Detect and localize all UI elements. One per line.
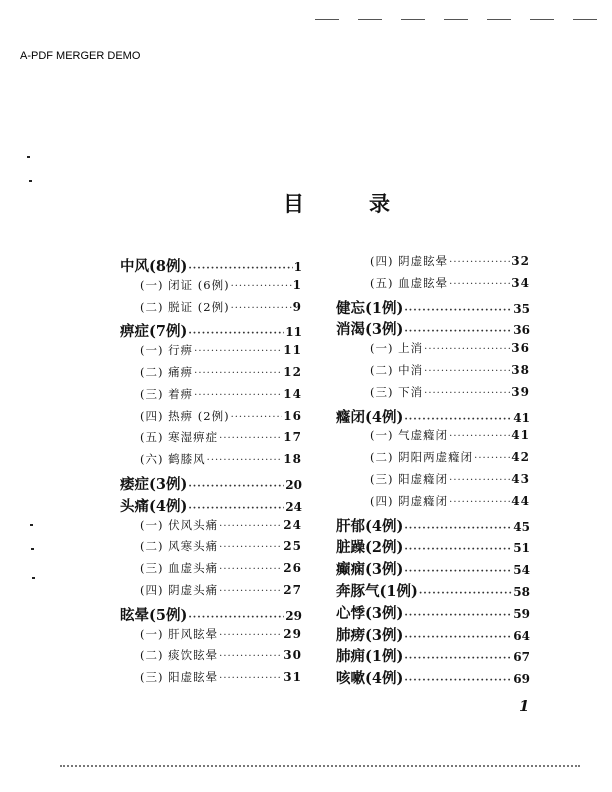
toc-entry-label: (三) 阳虚眩晕 (140, 670, 219, 685)
toc-entry-page: 58 (513, 585, 530, 599)
toc-entry (140, 669, 302, 689)
toc-entry-page: 36 (511, 341, 530, 356)
toc-entry-page: 24 (283, 517, 302, 532)
toc-entry-page: 34 (511, 275, 530, 290)
toc-entry (370, 340, 530, 360)
toc-entry-label: (一) 伏风头痛 (140, 517, 219, 532)
dot-leader (188, 612, 284, 623)
dot-leader (219, 673, 282, 684)
toc-entry-label: 咳嗽(4例) (336, 670, 404, 688)
dot-leader (231, 412, 283, 423)
toc-entry-label: 脏躁(2例) (336, 539, 404, 557)
toc-entry-label: (四) 阴虚癃闭 (370, 493, 449, 508)
dot-leader (404, 566, 512, 577)
toc-entry (336, 318, 530, 338)
dot-leader (188, 328, 284, 339)
toc-entry-label: (一) 肝风眩晕 (140, 626, 219, 641)
dot-leader (404, 523, 512, 534)
toc-entry-label: 健忘(1例) (336, 299, 404, 317)
toc-entry (336, 580, 530, 600)
toc-entry-page: 45 (513, 519, 530, 534)
toc-entry-page: 11 (285, 325, 302, 340)
toc-entry-page: 67 (513, 650, 530, 665)
dot-leader (207, 455, 283, 466)
toc-entry-page: 1 (292, 277, 302, 292)
toc-entry (336, 515, 530, 535)
toc-entry-page: 25 (283, 539, 302, 554)
toc-entry (336, 558, 530, 578)
toc-entry-label: (一) 上消 (370, 341, 424, 356)
toc-entry-label: (二) 痛痹 (140, 365, 194, 379)
toc-entry (370, 362, 530, 382)
toc-entry-label: (二) 中消 (370, 363, 424, 377)
toc-entry-label: (二) 阴阳两虚癃闭 (370, 450, 474, 465)
toc-entry (120, 255, 302, 275)
toc-entry (140, 364, 302, 384)
scan-mark (29, 180, 32, 182)
dot-leader (219, 651, 282, 662)
toc-entry-label: 肺痈(1例) (336, 648, 404, 666)
dot-leader (449, 431, 510, 442)
toc-entry-label: (二) 脱证 (2例) (140, 299, 230, 314)
toc-entry (370, 384, 530, 404)
toc-entry (140, 277, 302, 297)
dot-leader (219, 521, 282, 532)
toc-entry-page: 51 (513, 541, 530, 556)
toc-entry-page: 17 (283, 430, 302, 445)
toc-entry (120, 320, 302, 340)
toc-entry-page: 38 (511, 363, 530, 377)
toc-entry-page: 9 (292, 299, 302, 314)
toc-entry-page: 59 (513, 606, 530, 621)
dot-leader (194, 346, 282, 357)
scan-mark (30, 524, 33, 526)
toc-entry-label: 眩晕(5例) (120, 606, 188, 624)
dot-leader (449, 475, 510, 486)
toc-entry-page: 24 (285, 499, 302, 514)
toc-entry (336, 536, 530, 556)
toc-entry-label: (一) 气虚癃闭 (370, 428, 449, 443)
toc-entry-label: 癫痫(3例) (336, 561, 404, 579)
toc-entry (370, 493, 530, 513)
toc-entry-label: 心悸(3例) (336, 604, 404, 622)
toc-title-char1: 目 (283, 191, 304, 216)
scan-mark (27, 156, 30, 158)
toc-entry-label: (三) 阳虚癃闭 (370, 472, 449, 486)
toc-entry-label: 痹症(7例) (120, 323, 188, 341)
toc-entry (140, 451, 302, 471)
toc-entry-page: 41 (511, 428, 530, 443)
dot-leader (219, 586, 282, 597)
toc-entry (370, 427, 530, 447)
toc-entry-label: 头痛(4例) (120, 497, 188, 515)
toc-entry-page: 43 (511, 472, 530, 486)
bottom-scan-line (60, 765, 580, 769)
toc-entry-page: 1 (293, 260, 302, 274)
toc-entry-label: (五) 血虚眩晕 (370, 275, 449, 290)
toc-entry-label: (四) 阴虚眩晕 (370, 254, 449, 268)
dot-leader (188, 263, 292, 274)
page-number: 1 (519, 697, 530, 715)
toc-entry (140, 429, 302, 449)
dot-leader (424, 366, 510, 377)
toc-entry-label: 中风(8例) (120, 258, 188, 275)
dot-leader (474, 453, 510, 464)
toc-entry (370, 253, 530, 273)
dot-leader (449, 257, 510, 268)
watermark-text: A-PDF MERGER DEMO (20, 50, 141, 62)
toc-entry-label: 肺痨(3例) (336, 626, 404, 644)
toc-entry (336, 624, 530, 644)
dot-leader (231, 281, 292, 292)
toc-entry (140, 342, 302, 362)
dot-leader (449, 279, 510, 290)
toc-entry (336, 602, 530, 622)
dot-leader (219, 630, 282, 641)
dot-leader (219, 433, 282, 444)
toc-entry-label: 癃闭(4例) (336, 408, 404, 426)
toc-entry-label: (一) 闭证 (6例) (140, 277, 230, 292)
toc-entry (140, 626, 302, 646)
toc-entry-page: 35 (513, 301, 530, 316)
dot-leader (188, 481, 284, 492)
dot-leader (424, 344, 510, 355)
toc-entry-label: (一) 行痹 (140, 343, 194, 358)
toc-entry-page: 42 (511, 450, 530, 465)
toc-entry-label: 肝郁(4例) (336, 517, 404, 535)
dot-leader (404, 544, 512, 555)
toc-title-char2: 录 (369, 191, 390, 216)
toc-entry (140, 560, 302, 580)
dot-leader (231, 303, 292, 314)
toc-entry-page: 26 (283, 561, 302, 576)
toc-entry-label: (二) 痰饮眩晕 (140, 648, 219, 663)
toc-entry (120, 604, 302, 624)
toc-entry (140, 408, 302, 428)
toc-entry (370, 449, 530, 469)
dot-leader (404, 653, 512, 664)
dot-leader (404, 305, 512, 316)
toc-entry (336, 667, 530, 687)
toc-entry (120, 473, 302, 493)
toc-entry-label: (四) 热痹 (2例) (140, 408, 230, 423)
scan-mark (32, 577, 35, 579)
dot-leader (404, 326, 512, 337)
toc-entry (370, 275, 530, 295)
toc-entry-label: 奔豚气(1例) (336, 583, 418, 600)
toc-entry-page: 32 (511, 254, 530, 268)
dot-leader (424, 388, 510, 399)
toc-entry-page: 16 (283, 408, 302, 423)
toc-entry (370, 471, 530, 491)
toc-entry-page: 27 (283, 583, 302, 597)
toc-entry-page: 12 (283, 365, 302, 379)
toc-entry-page: 44 (511, 493, 530, 508)
toc-entry-page: 41 (513, 410, 530, 425)
toc-entry (140, 582, 302, 602)
dot-leader (194, 390, 282, 401)
toc-entry-label: (四) 阴虚头痛 (140, 583, 219, 597)
toc-entry-label: 痿症(3例) (120, 476, 188, 493)
toc-entry-page: 20 (285, 478, 302, 492)
dot-leader (404, 675, 512, 686)
scan-mark (31, 548, 34, 550)
toc-entry (336, 406, 530, 426)
toc-entry-label: (三) 着痹 (140, 386, 194, 401)
toc-entry (336, 645, 530, 665)
dot-leader (194, 368, 282, 379)
toc-entry-page: 11 (283, 343, 302, 358)
header-dashes (315, 19, 597, 20)
dot-leader (219, 564, 282, 575)
dot-leader (404, 610, 512, 621)
dot-leader (404, 632, 512, 643)
toc-entry-label: (三) 血虚头痛 (140, 561, 219, 576)
toc-entry (140, 386, 302, 406)
toc-entry-page: 69 (513, 672, 530, 687)
dot-leader (449, 497, 510, 508)
toc-entry-label: (六) 鹤膝风 (140, 452, 206, 467)
toc-entry-page: 64 (513, 628, 530, 643)
toc-entry-page: 36 (513, 323, 530, 338)
dot-leader (404, 414, 512, 425)
toc-entry (140, 538, 302, 558)
toc-entry-page: 30 (283, 648, 302, 663)
toc-entry-page: 39 (511, 384, 530, 399)
toc-entry (120, 495, 302, 515)
toc-entry (140, 517, 302, 537)
toc-entry-label: (三) 下消 (370, 384, 424, 399)
toc-entry-page: 29 (283, 626, 302, 641)
toc-entry (140, 299, 302, 319)
toc-entry-page: 31 (283, 670, 302, 685)
dot-leader (219, 542, 282, 553)
dot-leader (188, 503, 284, 514)
toc-entry (336, 297, 530, 317)
toc-entry-label: 消渴(3例) (336, 321, 404, 339)
toc-entry-label: (二) 风寒头痛 (140, 539, 219, 554)
toc-entry-page: 54 (513, 563, 530, 578)
dot-leader (419, 588, 512, 599)
toc-entry-label: (五) 寒湿痹症 (140, 430, 219, 445)
toc-entry (140, 647, 302, 667)
toc-entry-page: 14 (283, 386, 302, 401)
toc-entry-page: 18 (283, 452, 302, 467)
toc-entry-page: 29 (285, 608, 302, 623)
